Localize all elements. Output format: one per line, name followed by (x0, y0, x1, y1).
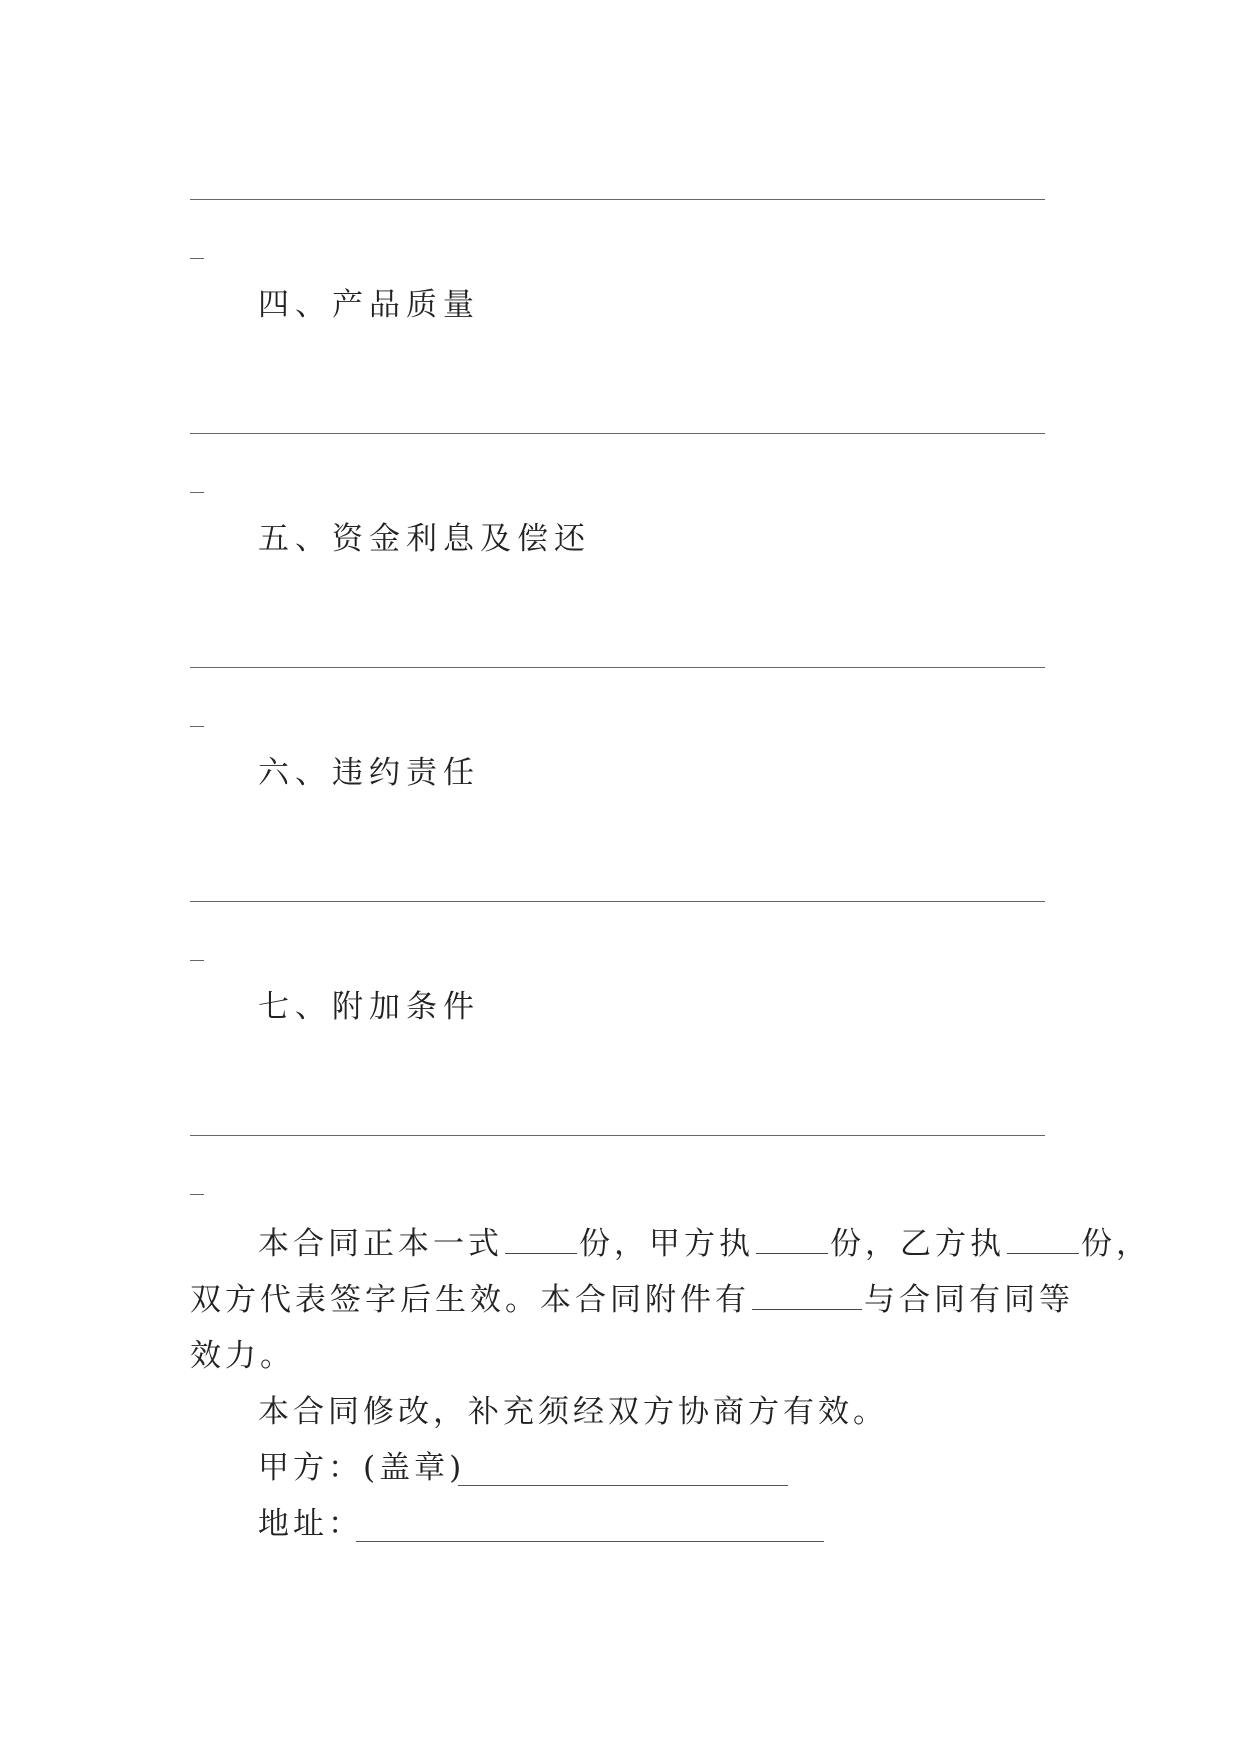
fill-in-line (190, 433, 1045, 434)
copies-text-3: 份，乙方执 (830, 1226, 1005, 1262)
amendment-clause: 本合同修改，补充须经双方协商方有效。 (258, 1394, 888, 1430)
section-heading-breach-liability: 六、违约责任 (258, 755, 480, 791)
fill-in-line (190, 199, 1045, 200)
fill-in-line (190, 1135, 1045, 1136)
copies-total-blank[interactable] (505, 1225, 577, 1254)
fill-in-line-stub (190, 960, 204, 961)
party-a-label: 甲方：(盖章) (258, 1450, 466, 1486)
effective-text-1: 双方代表签字后生效。本合同附件有 (190, 1282, 750, 1318)
party-a-copies-blank[interactable] (756, 1225, 828, 1254)
section-heading-additional-terms: 七、附加条件 (258, 989, 480, 1025)
party-b-copies-blank[interactable] (1007, 1225, 1079, 1254)
section-heading-product-quality: 四、产品质量 (258, 287, 480, 323)
fill-in-line-stub (190, 258, 204, 259)
fill-in-line (190, 901, 1045, 902)
fill-in-line (190, 667, 1045, 668)
effective-clause (190, 1280, 1074, 1320)
copies-clause (258, 1224, 1151, 1264)
party-a-signature-line[interactable] (458, 1485, 788, 1486)
copies-text-2: 份，甲方执 (579, 1226, 754, 1262)
address-line[interactable] (356, 1541, 824, 1542)
effective-clause-end: 效力。 (190, 1338, 295, 1374)
fill-in-line-stub (190, 1194, 204, 1195)
effective-text-2: 与合同有同等 (864, 1282, 1074, 1318)
copies-text-4: 份， (1081, 1226, 1151, 1262)
fill-in-line-stub (190, 726, 204, 727)
address-label: 地址： (258, 1506, 363, 1542)
fill-in-line-stub (190, 492, 204, 493)
copies-text-1: 本合同正本一式 (258, 1226, 503, 1262)
attachments-blank[interactable] (752, 1281, 862, 1310)
section-heading-interest-repayment: 五、资金利息及偿还 (258, 521, 591, 557)
